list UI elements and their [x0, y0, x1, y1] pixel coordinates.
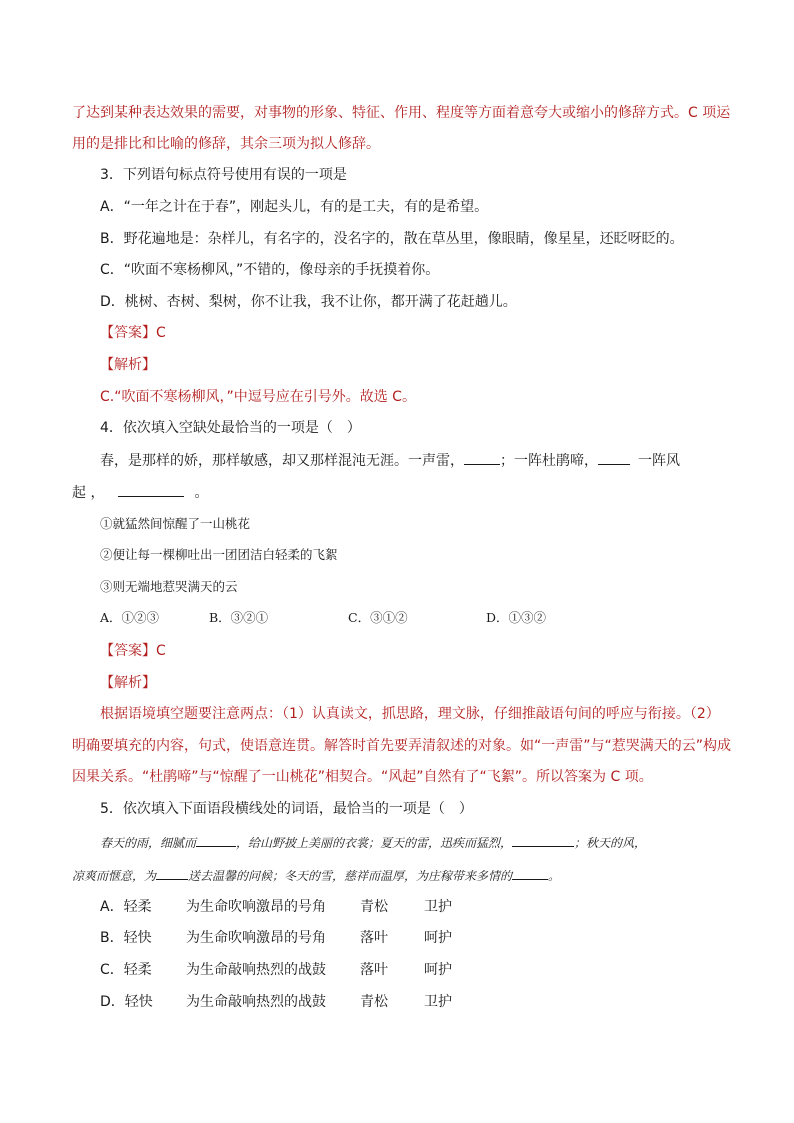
q4-analysis-line-1: 根据语境填空题要注意两点：（1）认真读文，抓思路，理文脉，仔细推敲语句间的呼应与衔接。（2）: [100, 706, 720, 722]
q5-option-d-phrase: 为生命敲响热烈的战鼓: [186, 994, 326, 1010]
q4-passage-text-d: 起 ，: [72, 485, 105, 501]
q4-choice-d: D．①③②: [486, 610, 547, 625]
q4-passage-text-c: 一阵风: [638, 453, 680, 469]
q5-option-d-word-2: 卫护: [424, 994, 452, 1010]
q4-passage-text-end: 。: [194, 485, 209, 501]
q5-option-a-word-2: 卫护: [424, 899, 452, 915]
q5-blank-3: [156, 865, 188, 880]
q5-option-d-letter: D．轻快: [100, 994, 153, 1010]
q5-blank-4: [512, 865, 548, 880]
q3-option-a: A．“一年之计在于春”，刚起头儿，有的是工夫，有的是希望。: [100, 199, 489, 215]
q5-passage-text-1c: ；秋天的风，: [574, 836, 647, 850]
q4-passage-line-2: [72, 482, 208, 503]
q5-option-a: [0, 897, 794, 917]
q5-option-b-letter: B．轻快: [100, 930, 152, 946]
q4-item-3: ③则无端地惹哭满天的云: [100, 579, 238, 594]
q5-option-b-phrase: 为生命吹响激昂的号角: [186, 930, 326, 946]
q5-option-a-phrase: 为生命吹响激昂的号角: [186, 899, 326, 915]
q5-option-b-word-1: 落叶: [360, 930, 388, 946]
q4-analysis-label: 【解析】: [100, 675, 156, 691]
q5-option-c-phrase: 为生命敲响热烈的战鼓: [186, 962, 326, 978]
q4-passage-text-a: 春，是那样的娇，那样敏感，却又那样混沌无涯。一声雷，: [100, 453, 464, 469]
q3-option-b: B．野花遍地是：杂样儿，有名字的，没名字的，散在草丛里，像眼睛，像星星，还眨呀眨的。: [100, 231, 684, 247]
q4-blank-3: [118, 482, 184, 497]
q4-blank-1: [464, 450, 500, 465]
q4-passage-text-b: ；一阵杜鹃啼，: [500, 453, 598, 469]
q4-choices: [0, 608, 794, 628]
q4-blank-2: [598, 450, 630, 465]
q5-passage-text-2a: 凉爽而惬意，为: [72, 869, 157, 883]
q4-item-2: ②便让每一棵柳吐出一团团洁白轻柔的飞絮: [100, 547, 338, 562]
q3-analysis-label: 【解析】: [100, 357, 156, 373]
intro-line-2: 用的是排比和比喻的修辞，其余三项为拟人修辞。: [72, 136, 380, 152]
q4-choice-a: A．①②③: [100, 610, 160, 625]
q5-option-b: [0, 928, 794, 948]
q5-passage-text-2b: 送去温馨的问候；冬天的雪，慈祥而温厚，为庄稼带来多情的: [188, 869, 513, 883]
q4-stem: 4．依次填入空缺处最恰当的一项是（ ）: [100, 420, 361, 436]
q3-option-c: C．“吹面不寒杨柳风，”不错的，像母亲的手抚摸着你。: [100, 262, 440, 278]
q3-stem: 3．下列语句标点符号使用有误的一项是: [100, 167, 347, 183]
q5-option-c: [0, 960, 794, 980]
q4-choice-c: C．③①②: [348, 610, 408, 625]
q5-option-c-word-2: 呵护: [424, 962, 452, 978]
q5-blank-1: [196, 832, 236, 847]
q5-option-c-word-1: 落叶: [360, 962, 388, 978]
q5-passage-text-1b: ，给山野披上美丽的衣裳；夏天的雷，迅疾而猛烈，: [236, 836, 513, 850]
q5-option-d-word-1: 青松: [360, 994, 388, 1010]
q4-choice-b: B．③②①: [209, 610, 269, 625]
q3-analysis: C.“吹面不寒杨柳风，”中逗号应在引号外。故选 C。: [100, 389, 416, 405]
q5-option-c-letter: C．轻柔: [100, 962, 152, 978]
q4-answer: 【答案】C: [100, 643, 166, 659]
q5-passage-line-2: [72, 865, 560, 886]
intro-line-1: 了达到某种表达效果的需要，对事物的形象、特征、作用、程度等方面着意夸大或缩小的修辞方式。C 项运: [72, 105, 731, 121]
q5-stem: 5．依次填入下面语段横线处的词语，最恰当的一项是（ ）: [100, 801, 473, 817]
q4-passage-line-1: [100, 450, 680, 471]
q5-passage-text-1a: 春天的雨，细腻而: [100, 836, 197, 850]
q5-option-b-word-2: 呵护: [424, 930, 452, 946]
q5-passage-line-1: [100, 832, 646, 853]
q4-analysis-line-3: 因果关系。“杜鹃啼”与“惊醒了一山桃花”相契合。“风起”自然有了“飞絮”。所以答案为 C 项。: [72, 769, 653, 785]
q5-passage-text-2c: 。: [548, 869, 561, 883]
q4-analysis-line-2: 明确要填充的内容，句式，使语意连贯。解答时首先要弄清叙述的对象。如“一声雷”与“惹哭满天的云”构成: [72, 738, 732, 754]
q5-option-a-word-1: 青松: [360, 899, 388, 915]
q5-option-a-letter: A．轻柔: [100, 899, 152, 915]
q5-blank-2: [512, 832, 574, 847]
q3-answer: 【答案】C: [100, 325, 166, 341]
q3-option-d: D．桃树、杏树、梨树，你不让我，我不让你，都开满了花赶趟儿。: [100, 294, 517, 310]
q4-item-1: ①就猛然间惊醒了一山桃花: [100, 516, 251, 531]
q5-option-d: [0, 992, 794, 1012]
